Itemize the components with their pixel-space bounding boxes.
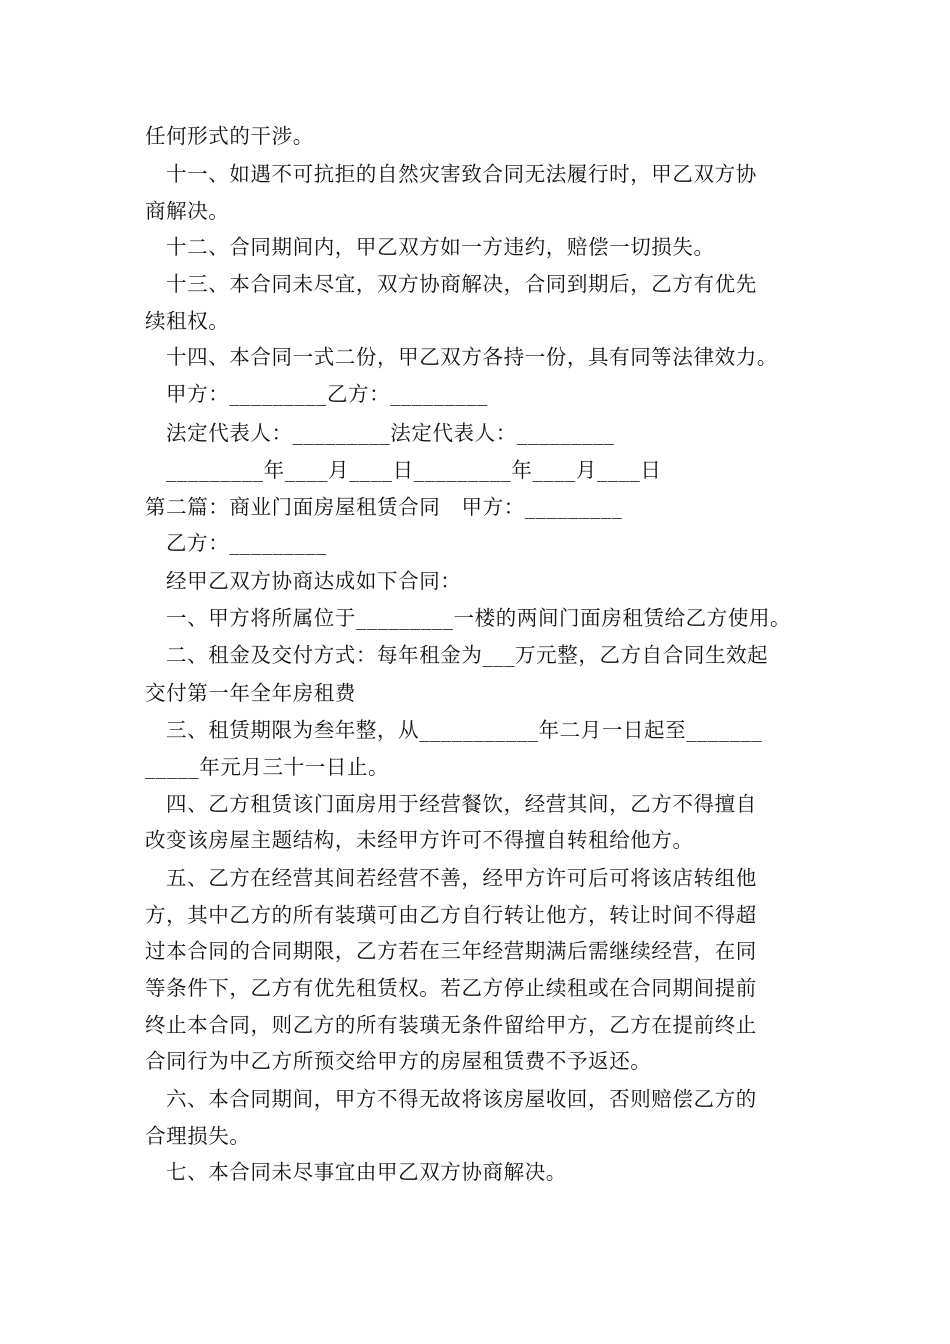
text-line: 乙方：_________ [166,531,327,555]
text-line: 终止本合同，则乙方的所有装璜无条件留给甲方，乙方在提前终止 [145,1013,757,1037]
section-heading: 第二篇：商业门面房屋租赁合同 甲方：_________ [145,495,623,519]
text-line: 六、本合同期间，甲方不得无故将该房屋收回，否则赔偿乙方的 [166,1087,757,1111]
text-line: 任何形式的干涉。 [145,124,314,148]
signature-line: 法定代表人：_________法定代表人：_________ [166,421,615,445]
text-line: 等条件下，乙方有优先租赁权。若乙方停止续租或在合同期间提前 [145,976,757,1000]
text-line: 十二、合同期间内，甲乙双方如一方违约，赔偿一切损失。 [166,235,715,259]
text-line: 四、乙方租赁该门面房用于经营餐饮，经营其间，乙方不得擅自 [166,792,757,816]
text-line: 改变该房屋主题结构，未经甲方许可不得擅自转租给他方。 [145,828,694,852]
date-line: _________年____月____日_________年____月____日 [166,458,662,482]
text-line: 五、乙方在经营其间若经营不善，经甲方许可后可将该店转组他 [166,866,757,890]
text-line: 七、本合同未尽事宜由甲乙双方协商解决。 [166,1160,567,1184]
text-line: 一、甲方将所属位于_________一楼的两间门面房租赁给乙方使用。 [166,606,792,630]
text-line: 过本合同的合同期限，乙方若在三年经营期满后需继续经营，在同 [145,939,757,963]
text-line: 二、租金及交付方式：每年租金为___万元整，乙方自合同生效起 [166,643,769,667]
text-line: _____年元月三十一日止。 [145,755,390,779]
text-line: 合理损失。 [145,1124,251,1148]
text-line: 商解决。 [145,199,230,223]
text-line: 十三、本合同未尽宜，双方协商解决，合同到期后，乙方有优先 [166,272,757,296]
text-line: 续租权。 [145,309,230,333]
text-line: 交付第一年全年房租费 [145,681,356,705]
text-line: 十四、本合同一式二份，甲乙双方各持一份，具有同等法律效力。 [166,345,778,369]
text-line: 经甲乙双方协商达成如下合同： [166,569,462,593]
signature-line: 甲方：_________乙方：_________ [166,382,488,406]
text-line: 方，其中乙方的所有装璜可由乙方自行转让他方，转让时间不得超 [145,903,757,927]
text-line: 十一、如遇不可抗拒的自然灾害致合同无法履行时，甲乙双方协 [166,162,757,186]
text-line: 三、租赁期限为叁年整，从___________年二月一日起至_______ [166,718,763,742]
text-line: 合同行为中乙方所预交给甲方的房屋租赁费不予返还。 [145,1049,652,1073]
